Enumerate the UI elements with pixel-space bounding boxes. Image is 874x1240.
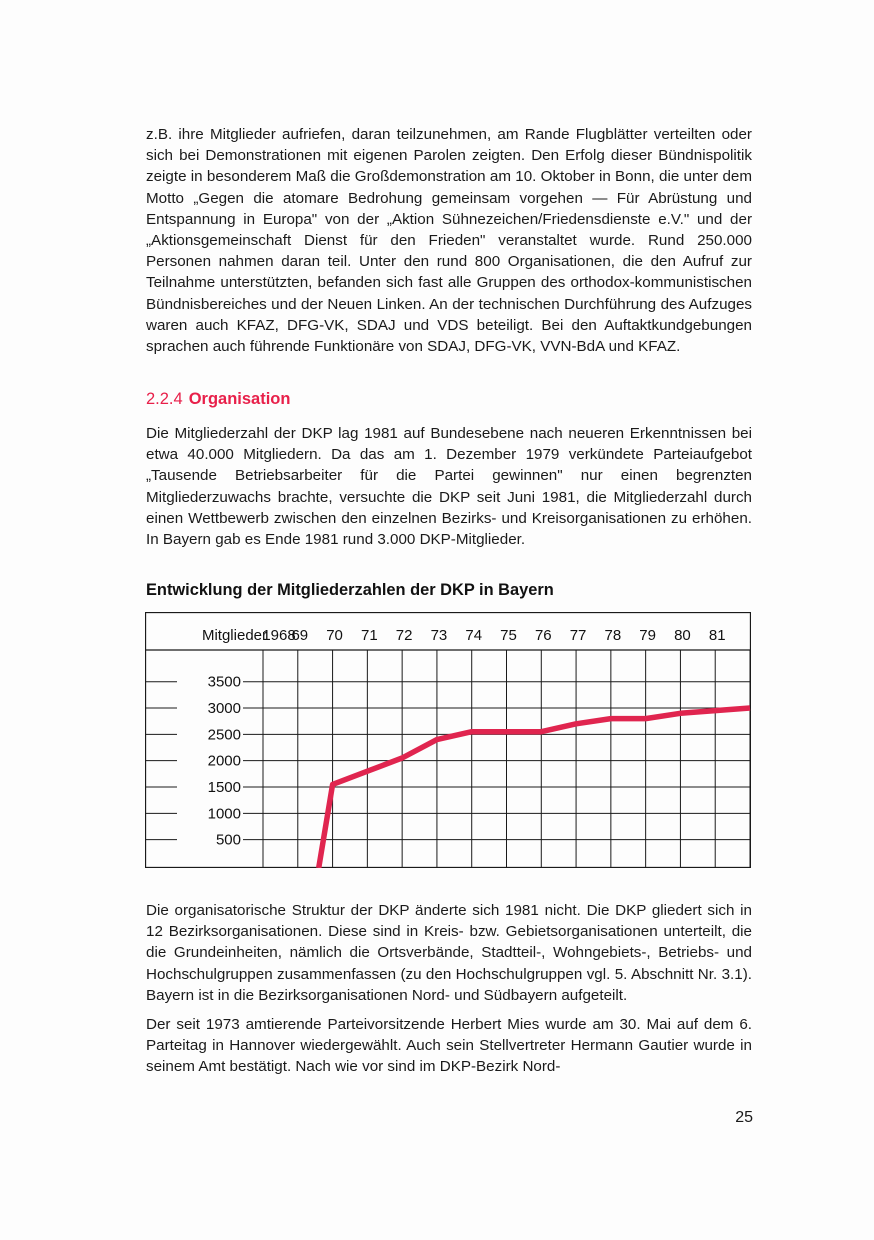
x-tick-label: 74	[465, 627, 483, 644]
x-tick-label: 73	[430, 627, 448, 644]
chart-title: Entwicklung der Mitgliederzahlen der DKP in Bayern	[146, 581, 554, 599]
x-tick-label: 79	[639, 627, 656, 644]
section-heading	[146, 390, 290, 409]
x-tick-label: 81	[708, 627, 726, 644]
x-tick-label: 78	[604, 627, 622, 644]
x-tick-label: 71	[361, 627, 378, 644]
page-number: 25	[735, 1109, 753, 1126]
y-tick-label: 1000	[207, 805, 241, 823]
y-tick-label: 1500	[207, 779, 241, 797]
y-tick-label: 3500	[207, 673, 241, 691]
y-tick-label: 2500	[207, 726, 241, 744]
membership-chart	[145, 612, 751, 868]
series-line	[319, 708, 750, 868]
y-tick-label: 2000	[207, 752, 241, 770]
section-title: Organisation	[188, 390, 291, 408]
x-tick-label: 80	[674, 627, 691, 644]
x-tick-label: 69	[291, 627, 309, 644]
x-tick-label: 1968	[262, 627, 296, 644]
x-tick-label: 75	[500, 627, 517, 644]
x-tick-label: 77	[569, 627, 587, 644]
x-tick-label: 70	[326, 627, 343, 644]
y-tick-label: 3000	[207, 700, 241, 718]
section-number: 2.2.4	[146, 390, 183, 408]
paragraph: z.B. ihre Mitglieder aufriefen, daran teilzunehmen, am Rande Flugblätter verteilten oder sich bei Demonstrationen mit eigenen Parolen zeigten. Den Erfolg dieser Bündnispolitik zeigte in besonderem Maß die Großdemonstration am 10. Oktober in Bonn, die unter dem Motto „Gegen die atomare Bedrohung gemeinsam vorgehen — Für Abrüstung und Entspannung in Europa" von der „Aktion Sühnezeichen/Friedensdienste e.V." und der „Aktionsgemeinschaft Dienst für den Frieden" veranstaltet wurde. Rund 250.000 Personen nahmen daran teil. Unter den rund 800 Organisationen, die den Aufruf zur Teilnahme unterstützten, befanden sich fast alle Gruppen des orthodox-kommunistischen Bündnisbereiches und der Neuen Linken. An der technischen Durchführung des Aufzuges waren auch KFAZ, DFG-VK, SDAJ und VDS beteiligt. Bei den Auftaktkundgebungen sprachen auch führende Funktionäre von SDAJ, DFG-VK, VVN-BdA und KFAZ.	[146, 126, 752, 356]
paragraph: Die Mitgliederzahl der DKP lag 1981 auf Bundesebene nach neueren Erkenntnissen bei etwa 40.000 Mitgliedern. Da das am 1. Dezember 1979 verkündete Parteiaufgebot „Tausende Betriebsarbeiter für die Partei gewinnen" nur einen begrenzten Mitgliederzuwachs brachte, versuchte die DKP seit Juni 1981, die Mitgliederzahl durch einen Wettbewerb zwischen den einzelnen Bezirks- und Kreisorganisationen zu erhöhen. In Bayern gab es Ende 1981 rund 3.000 DKP-Mitglieder.	[146, 425, 752, 549]
paragraph: Die organisatorische Struktur der DKP änderte sich 1981 nicht. Die DKP gliedert sich in 12 Bezirksorganisationen. Diese sind in Kreis- bzw. Gebietsorganisationen unterteilt, die die Grundeinheiten, nämlich die Ortsverbände, Stadtteil-, Wohngebiets-, Betriebs- und Hochschulgruppen zusammenfassen (zu den Hochschulgruppen vgl. 5. Abschnitt Nr. 3.1). Bayern ist in die Bezirksorganisationen Nord- und Südbayern aufgeteilt.	[146, 902, 752, 1004]
x-tick-label: 76	[534, 627, 552, 644]
x-tick-label: 72	[395, 627, 413, 644]
paragraph: Der seit 1973 amtierende Parteivorsitzende Herbert Mies wurde am 30. Mai auf dem 6. Parteitag in Hannover wiedergewählt. Auch sein Stellvertreter Hermann Gautier wurde in seinem Amt bestätigt. Nach wie vor sind im DKP-Bezirk Nord-	[146, 1016, 752, 1076]
y-tick-label: 500	[215, 831, 241, 849]
y-axis-label: Mitglieder	[201, 627, 267, 644]
